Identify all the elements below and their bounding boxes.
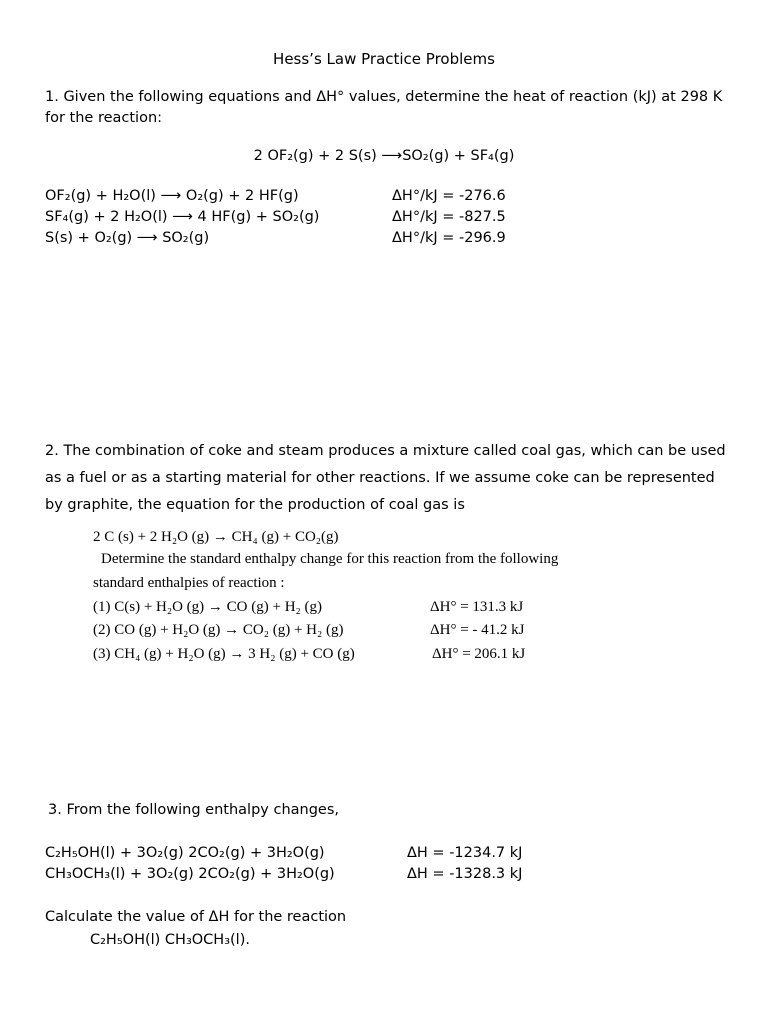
problem-1-enthalpy-2: ΔH°/kJ = -827.5 xyxy=(392,209,506,225)
problem-3-equation-2: CH₃OCH₃(l) + 3O₂(g) 2CO₂(g) + 3H₂O(g) xyxy=(45,866,335,882)
problem-1-enthalpy-1: ΔH°/kJ = -276.6 xyxy=(392,188,506,204)
problem-2-equation-1: (1) C(s) + H₂O (g) → CO (g) + H₂ (g) xyxy=(93,599,323,615)
problem-1-intro: 1. Given the following equations and ΔH° values, determine the heat of reaction (kJ) at 298 K for the reaction: xyxy=(45,89,723,126)
problem-2-enthalpy-2: ΔH° = - 41.2 kJ xyxy=(430,622,525,638)
problem-1-target-equation: 2 OF₂(g) + 2 S(s) ⟶SO₂(g) + SF₄(g) xyxy=(253,148,515,164)
problem-3-equation-1: C₂H₅OH(l) + 3O₂(g) 2CO₂(g) + 3H₂O(g) xyxy=(45,845,325,861)
page-title: Hess’s Law Practice Problems xyxy=(273,50,495,68)
problem-2-prompt-line-2: standard enthalpies of reaction : xyxy=(93,575,285,591)
problem-2-target-equation: 2 C (s) + 2 H₂O (g) → CH₄ (g) + CO₂(g) xyxy=(93,529,339,545)
problem-1-enthalpy-3: ΔH°/kJ = -296.9 xyxy=(392,230,506,246)
problem-3-target-equation: C₂H₅OH(l) CH₃OCH₃(l). xyxy=(90,932,250,948)
problem-2-prompt-line-1: Determine the standard enthalpy change for this reaction from the following xyxy=(101,551,559,567)
problem-2-enthalpy-1: ΔH° = 131.3 kJ xyxy=(430,599,524,615)
problem-3-enthalpy-1: ΔH = -1234.7 kJ xyxy=(407,845,523,861)
problem-2-equation-3: (3) CH₄ (g) + H₂O (g) → 3 H₂ (g) + CO (g) xyxy=(93,646,355,662)
problem-2-enthalpy-3: ΔH° = 206.1 kJ xyxy=(432,646,526,662)
problem-3-intro: 3. From the following enthalpy changes, xyxy=(48,802,339,818)
problem-1-equation-1: OF₂(g) + H₂O(l) ⟶ O₂(g) + 2 HF(g) xyxy=(45,188,299,204)
problem-1-equation-2: SF₄(g) + 2 H₂O(l) ⟶ 4 HF(g) + SO₂(g) xyxy=(45,209,320,225)
problem-3-calculate-prompt: Calculate the value of ΔH for the reaction xyxy=(45,909,347,925)
problem-3-enthalpy-2: ΔH = -1328.3 kJ xyxy=(407,866,523,882)
problem-2-equation-2: (2) CO (g) + H₂O (g) → CO₂ (g) + H₂ (g) xyxy=(93,622,344,638)
problem-2-intro: 2. The combination of coke and steam produces a mixture called coal gas, which can be used as a fuel or as a starting material for other reactions. If we assume coke can be represented by graphite, the equation for the production of coal gas is xyxy=(45,443,726,513)
problem-1-equation-3: S(s) + O₂(g) ⟶ SO₂(g) xyxy=(45,230,210,246)
